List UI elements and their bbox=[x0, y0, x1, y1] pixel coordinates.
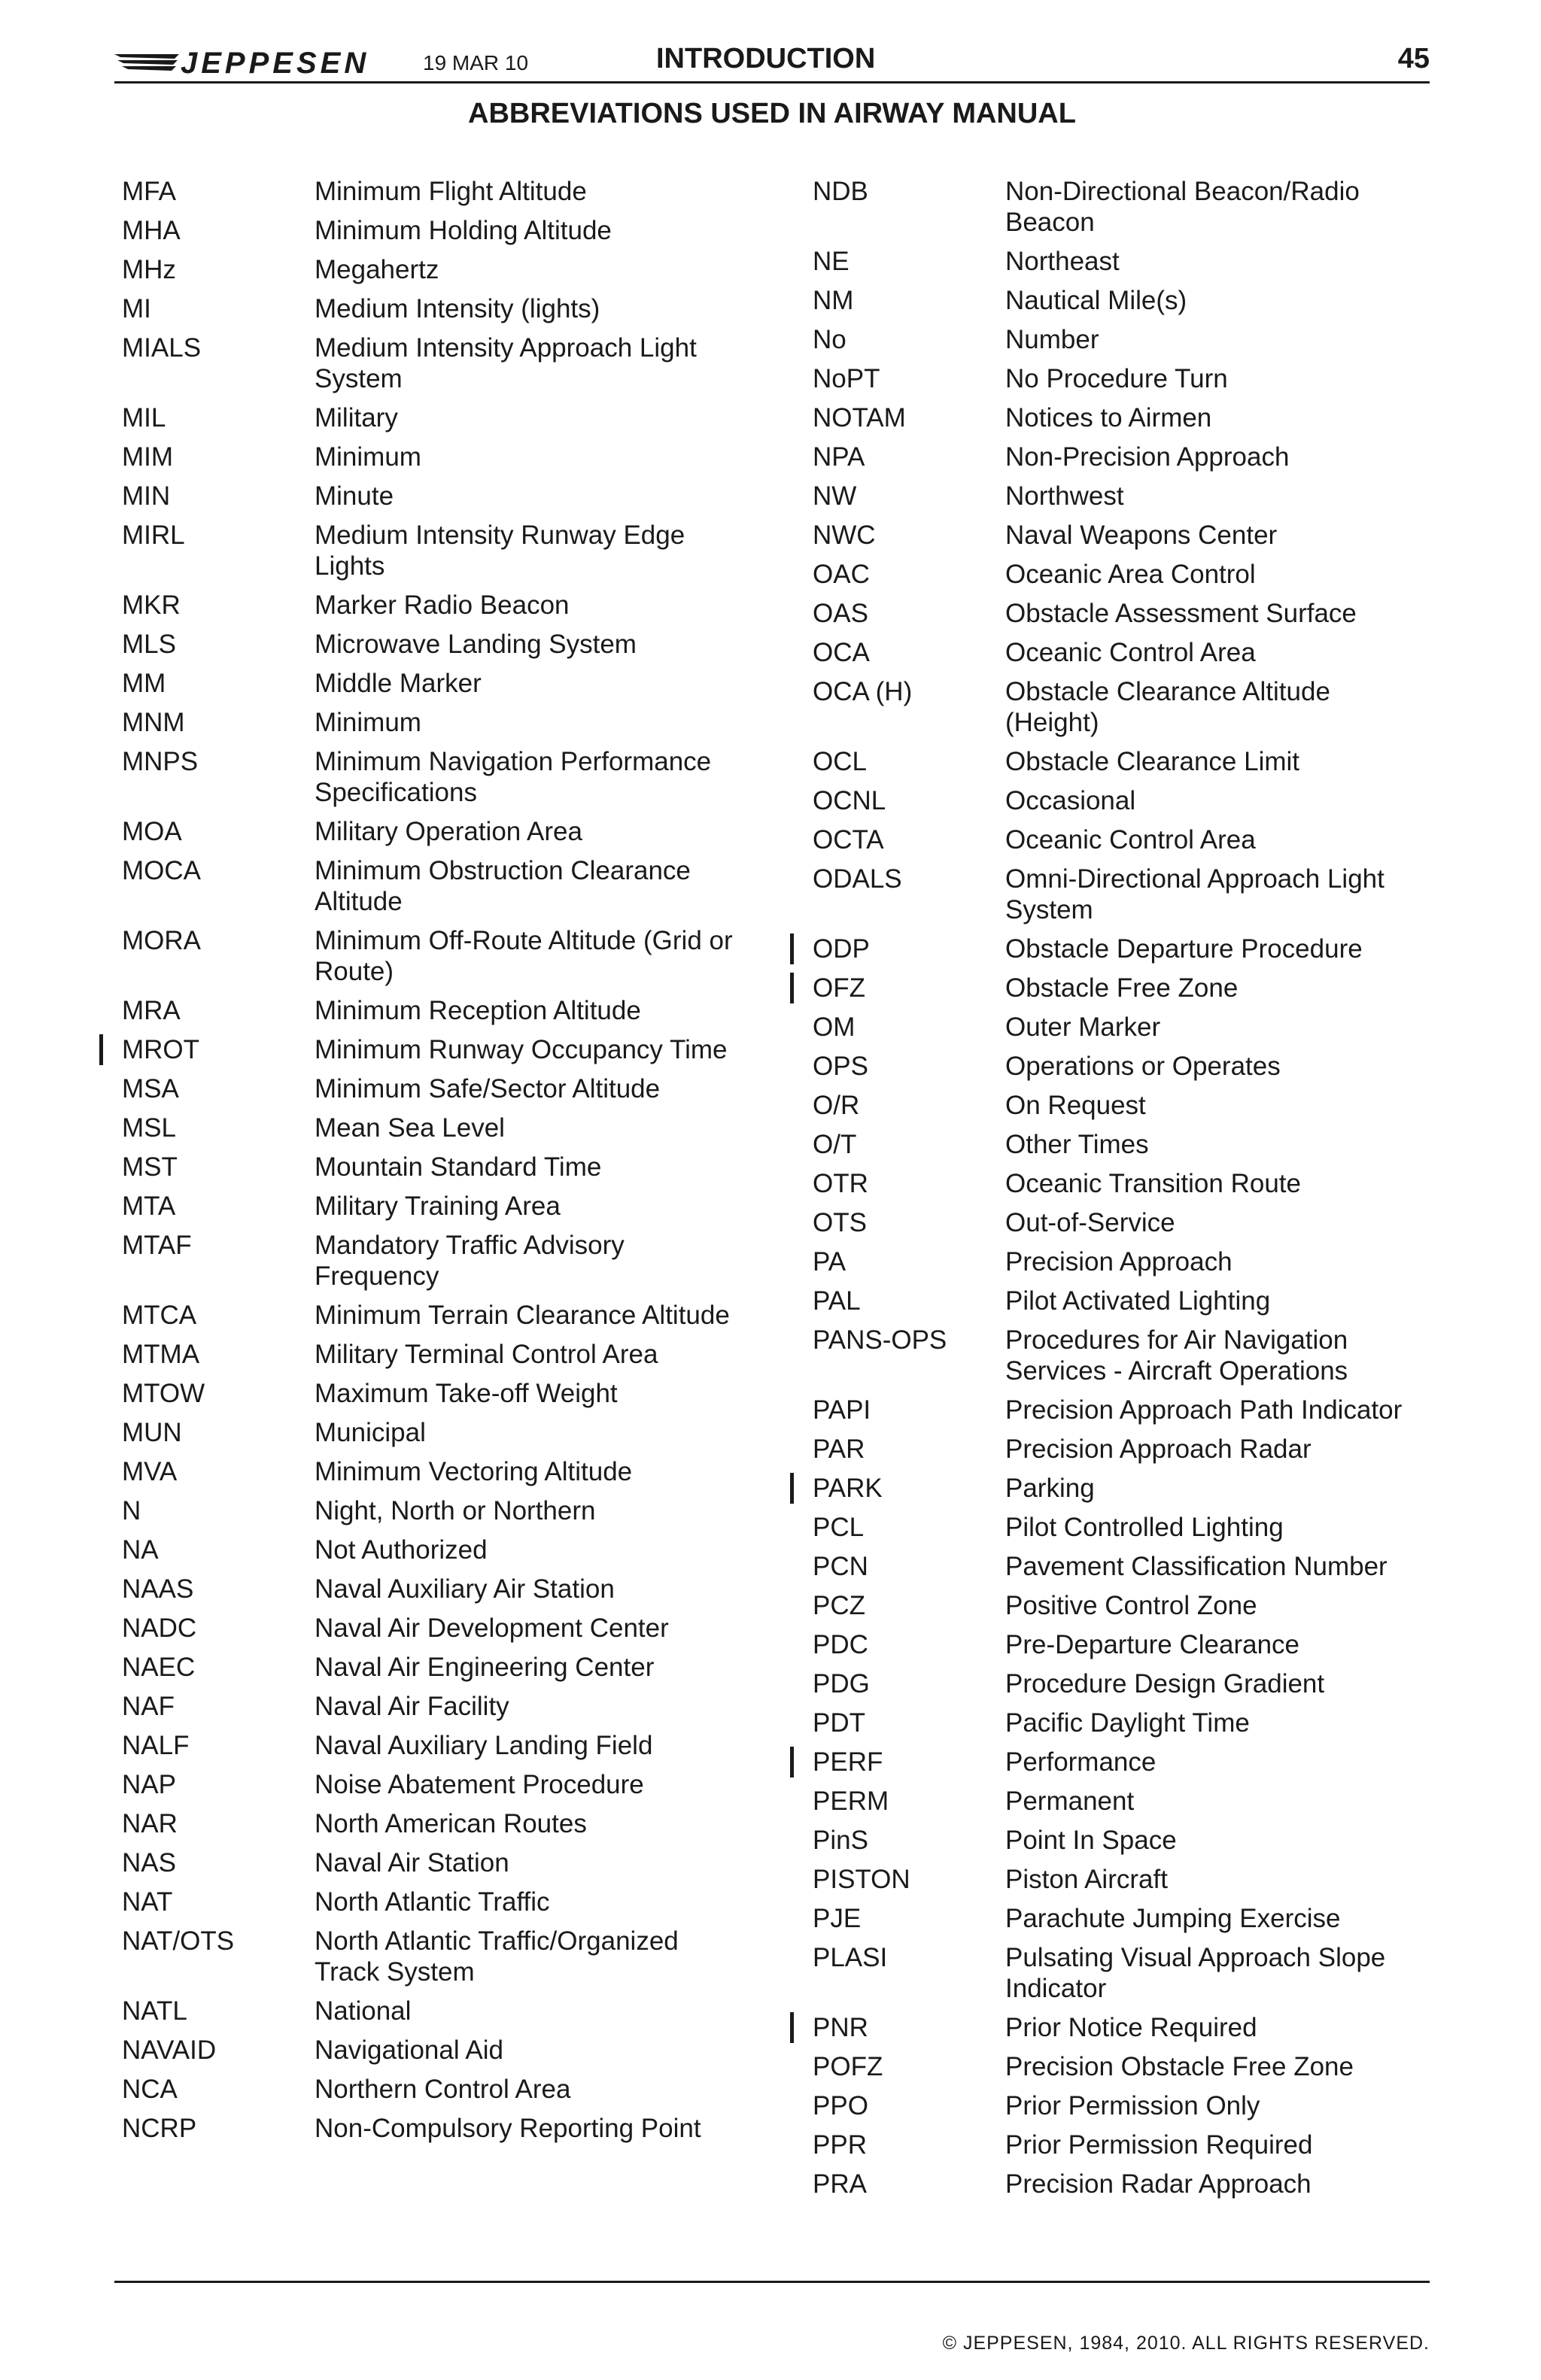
abbreviation-term: O/R bbox=[813, 1091, 860, 1120]
abbreviation-term: MLS bbox=[122, 630, 176, 659]
abbreviation-definition: Prior Permission Required bbox=[1005, 2130, 1313, 2160]
abbreviation-term: MIL bbox=[122, 403, 166, 433]
abbreviation-definition: Obstacle Clearance Limit bbox=[1005, 747, 1299, 776]
abbreviation-definition: Permanent bbox=[1005, 1787, 1135, 1816]
abbreviation-entry bbox=[813, 676, 1430, 738]
abbreviation-term: MI bbox=[122, 294, 151, 323]
abbreviation-term: PANS-OPS bbox=[813, 1325, 947, 1355]
abbreviation-entry bbox=[122, 1456, 746, 1487]
abbreviation-term: MORA bbox=[122, 926, 201, 955]
abbreviation-term: PAR bbox=[813, 1434, 865, 1464]
abbreviation-definition: No Procedure Turn bbox=[1005, 364, 1228, 393]
abbreviation-entry bbox=[122, 1417, 746, 1448]
abbreviation-entry bbox=[813, 824, 1430, 855]
abbreviation-term: NOTAM bbox=[813, 403, 906, 433]
abbreviation-term: OCA bbox=[813, 638, 870, 667]
abbreviation-definition: Minimum Flight Altitude bbox=[315, 177, 587, 206]
abbreviation-entry bbox=[122, 1152, 746, 1182]
abbreviation-definition: Middle Marker bbox=[315, 669, 482, 698]
abbreviation-definition: Non-Directional Beacon/Radio Beacon bbox=[1005, 177, 1360, 237]
abbreviation-definition: Northeast bbox=[1005, 247, 1120, 276]
abbreviation-definition: Obstacle Departure Procedure bbox=[1005, 934, 1363, 964]
abbreviation-definition: Outer Marker bbox=[1005, 1012, 1161, 1042]
abbreviation-entry bbox=[813, 1551, 1430, 1582]
abbreviation-entry bbox=[813, 2012, 1430, 2043]
abbreviation-definition: North Atlantic Traffic bbox=[315, 1887, 550, 1917]
abbreviation-entry bbox=[813, 1786, 1430, 1817]
abbreviation-entry bbox=[813, 559, 1430, 590]
abbreviation-term: PERM bbox=[813, 1787, 889, 1816]
abbreviation-definition: Medium Intensity Approach Light System bbox=[315, 333, 697, 393]
abbreviation-definition: Piston Aircraft bbox=[1005, 1865, 1168, 1894]
page-number: 45 bbox=[1397, 43, 1430, 74]
abbreviation-entry bbox=[813, 1903, 1430, 1934]
abbreviation-definition: Pavement Classification Number bbox=[1005, 1552, 1388, 1581]
abbreviation-entry bbox=[813, 1942, 1430, 2004]
abbreviation-entry bbox=[813, 864, 1430, 925]
abbreviation-entry bbox=[813, 1207, 1430, 1238]
abbreviation-entry bbox=[813, 637, 1430, 668]
abbreviation-term: O/T bbox=[813, 1130, 857, 1159]
abbreviation-definition: Marker Radio Beacon bbox=[315, 590, 570, 620]
abbreviation-entry bbox=[813, 1668, 1430, 1699]
abbreviation-definition: Noise Abatement Procedure bbox=[315, 1770, 644, 1799]
abbreviation-entry bbox=[122, 1691, 746, 1722]
abbreviation-definition: Minimum Vectoring Altitude bbox=[315, 1457, 633, 1486]
abbreviation-entry bbox=[813, 2090, 1430, 2121]
abbreviation-term: ODALS bbox=[813, 864, 902, 894]
abbreviation-entry bbox=[813, 246, 1430, 277]
abbreviation-term: NM bbox=[813, 286, 854, 315]
abbreviation-term: PDG bbox=[813, 1669, 870, 1698]
brand-name: JEPPESEN bbox=[181, 47, 370, 80]
abbreviation-definition: Military Operation Area bbox=[315, 817, 582, 846]
abbreviation-term: PLASI bbox=[813, 1943, 888, 1972]
abbreviation-entry bbox=[813, 1395, 1430, 1425]
change-bar bbox=[790, 2012, 794, 2043]
abbreviation-entry bbox=[122, 1652, 746, 1683]
abbreviation-entry bbox=[122, 2113, 746, 2144]
abbreviation-entry bbox=[122, 1339, 746, 1370]
abbreviation-definition: Minimum Holding Altitude bbox=[315, 216, 612, 245]
abbreviation-term: OCNL bbox=[813, 786, 886, 815]
abbreviation-entry bbox=[122, 1230, 746, 1292]
abbreviation-definition: Pilot Activated Lighting bbox=[1005, 1286, 1271, 1316]
abbreviation-term: OTR bbox=[813, 1169, 868, 1198]
abbreviation-entry bbox=[813, 481, 1430, 512]
abbreviation-term: MTMA bbox=[122, 1340, 200, 1369]
abbreviation-definition: Pilot Controlled Lighting bbox=[1005, 1513, 1284, 1542]
abbreviation-entry bbox=[122, 816, 746, 847]
abbreviation-term: MFA bbox=[122, 177, 176, 206]
abbreviation-term: MTOW bbox=[122, 1379, 205, 1408]
abbreviation-definition: Nautical Mile(s) bbox=[1005, 286, 1187, 315]
abbreviation-entry bbox=[813, 402, 1430, 433]
abbreviation-term: MIN bbox=[122, 481, 171, 511]
abbreviation-definition: Oceanic Control Area bbox=[1005, 638, 1256, 667]
abbreviation-definition: Oceanic Control Area bbox=[1005, 825, 1256, 855]
abbreviation-definition: Obstacle Assessment Surface bbox=[1005, 599, 1357, 628]
abbreviation-term: OCA (H) bbox=[813, 677, 913, 706]
abbreviation-term: MIALS bbox=[122, 333, 202, 363]
abbreviation-definition: Performance bbox=[1005, 1747, 1157, 1777]
abbreviation-entry bbox=[122, 855, 746, 917]
abbreviation-term: PAPI bbox=[813, 1395, 871, 1425]
abbreviation-definition: Medium Intensity Runway Edge Lights bbox=[315, 521, 685, 581]
abbreviation-entry bbox=[813, 1747, 1430, 1777]
abbreviation-definition: Prior Permission Only bbox=[1005, 2091, 1260, 2120]
abbreviation-entry bbox=[122, 1613, 746, 1644]
abbreviation-definition: Non-Compulsory Reporting Point bbox=[315, 2114, 701, 2143]
abbreviation-entry bbox=[813, 973, 1430, 1003]
abbreviation-definition: Procedure Design Gradient bbox=[1005, 1669, 1325, 1698]
abbreviation-definition: Maximum Take-off Weight bbox=[315, 1379, 618, 1408]
abbreviation-entry bbox=[122, 1378, 746, 1409]
abbreviation-entry bbox=[813, 1825, 1430, 1856]
abbreviation-term: PCL bbox=[813, 1513, 865, 1542]
change-bar bbox=[790, 973, 794, 1003]
abbreviation-term: NDB bbox=[813, 177, 868, 206]
abbreviation-term: NCA bbox=[122, 2075, 178, 2104]
abbreviation-definition: Medium Intensity (lights) bbox=[315, 294, 600, 323]
abbreviation-term: NE bbox=[813, 247, 850, 276]
abbreviation-entry bbox=[813, 1629, 1430, 1660]
abbreviation-term: POFZ bbox=[813, 2052, 883, 2081]
abbreviation-definition: Non-Precision Approach bbox=[1005, 442, 1290, 472]
abbreviation-term: NATL bbox=[122, 1996, 187, 2026]
abbreviation-definition: Minimum Terrain Clearance Altitude bbox=[315, 1301, 730, 1330]
abbreviation-term: MHA bbox=[122, 216, 181, 245]
abbreviation-entry bbox=[813, 1246, 1430, 1277]
abbreviation-definition: Mean Sea Level bbox=[315, 1113, 505, 1143]
abbreviation-entry bbox=[813, 363, 1430, 394]
abbreviation-entry bbox=[122, 1996, 746, 2026]
section-title: INTRODUCTION bbox=[656, 43, 876, 74]
abbreviation-entry bbox=[122, 1113, 746, 1143]
abbreviation-entry bbox=[813, 933, 1430, 964]
jeppesen-swoosh-icon bbox=[114, 50, 182, 75]
abbreviation-entry bbox=[813, 520, 1430, 551]
abbreviation-entry bbox=[813, 1090, 1430, 1121]
abbreviation-term: MNM bbox=[122, 708, 185, 737]
abbreviation-entry bbox=[122, 1808, 746, 1839]
abbreviation-entry bbox=[813, 785, 1430, 816]
abbreviation-definition: Positive Control Zone bbox=[1005, 1591, 1257, 1620]
abbreviation-entry bbox=[813, 1129, 1430, 1160]
abbreviation-entry bbox=[122, 1191, 746, 1222]
abbreviation-term: NAT bbox=[122, 1887, 173, 1917]
abbreviation-term: No bbox=[813, 325, 846, 354]
abbreviation-definition: Naval Air Engineering Center bbox=[315, 1653, 655, 1682]
abbreviation-definition: Naval Air Development Center bbox=[315, 1613, 669, 1643]
abbreviation-entry bbox=[122, 707, 746, 738]
change-bar bbox=[790, 933, 794, 964]
change-bar bbox=[790, 1473, 794, 1504]
abbreviation-term: NAP bbox=[122, 1770, 176, 1799]
abbreviation-definition: Minimum Obstruction Clearance Altitude bbox=[315, 856, 691, 916]
abbreviation-term: NAR bbox=[122, 1809, 178, 1838]
abbreviation-definition: Minimum Safe/Sector Altitude bbox=[315, 1074, 661, 1103]
abbreviation-definition: North Atlantic Traffic/Organized Track System bbox=[315, 1926, 679, 1987]
abbreviation-entry bbox=[122, 2074, 746, 2105]
abbreviation-definition: Minimum Navigation Performance Specifications bbox=[315, 747, 712, 807]
abbreviation-term: PPR bbox=[813, 2130, 867, 2160]
abbreviation-term: OCTA bbox=[813, 825, 884, 855]
abbreviation-definition: Parking bbox=[1005, 1474, 1095, 1503]
abbreviation-definition: Naval Auxiliary Landing Field bbox=[315, 1731, 653, 1760]
abbreviation-definition: Mountain Standard Time bbox=[315, 1152, 602, 1182]
abbreviation-term: MHz bbox=[122, 255, 176, 284]
abbreviation-term: PJE bbox=[813, 1904, 862, 1933]
abbreviation-term: MTAF bbox=[122, 1231, 192, 1260]
abbreviation-definition: Naval Air Facility bbox=[315, 1692, 509, 1721]
abbreviation-definition: Pacific Daylight Time bbox=[1005, 1708, 1250, 1738]
abbreviation-definition: Operations or Operates bbox=[1005, 1052, 1281, 1081]
abbreviation-term: MSL bbox=[122, 1113, 176, 1143]
copyright-notice: © JEPPESEN, 1984, 2010. ALL RIGHTS RESERVED. bbox=[942, 2333, 1430, 2354]
abbreviation-term: OPS bbox=[813, 1052, 868, 1081]
abbreviation-term: PDT bbox=[813, 1708, 865, 1738]
abbreviation-entry bbox=[122, 215, 746, 246]
abbreviation-definition: Minimum bbox=[315, 442, 421, 472]
change-bar bbox=[790, 1747, 794, 1777]
abbreviation-definition: Notices to Airmen bbox=[1005, 403, 1212, 433]
abbreviation-definition: Naval Auxiliary Air Station bbox=[315, 1574, 615, 1604]
abbreviation-definition: Minimum Off-Route Altitude (Grid or Route) bbox=[315, 926, 733, 986]
abbreviation-term: NPA bbox=[813, 442, 865, 472]
abbreviation-entry bbox=[813, 746, 1430, 777]
abbreviation-term: MTA bbox=[122, 1192, 176, 1221]
abbreviation-term: PNR bbox=[813, 2013, 868, 2042]
abbreviation-entry bbox=[122, 1535, 746, 1565]
abbreviation-definition: Microwave Landing System bbox=[315, 630, 637, 659]
abbreviation-entry bbox=[122, 402, 746, 433]
abbreviation-term: MIRL bbox=[122, 521, 185, 550]
abbreviation-entry bbox=[122, 1073, 746, 1104]
jeppesen-logo bbox=[114, 47, 393, 80]
abbreviation-term: NoPT bbox=[813, 364, 880, 393]
abbreviation-definition: Northern Control Area bbox=[315, 2075, 571, 2104]
abbreviation-definition: Obstacle Free Zone bbox=[1005, 973, 1239, 1003]
abbreviation-entry bbox=[813, 1512, 1430, 1543]
revision-date: 19 MAR 10 bbox=[423, 51, 529, 74]
abbreviation-term: OTS bbox=[813, 1208, 867, 1237]
abbreviation-entry bbox=[122, 629, 746, 660]
abbreviation-entry bbox=[122, 746, 746, 808]
abbreviation-entry bbox=[122, 925, 746, 987]
abbreviation-term: NW bbox=[813, 481, 857, 511]
abbreviation-definition: Municipal bbox=[315, 1418, 426, 1447]
abbreviation-term: PISTON bbox=[813, 1865, 910, 1894]
abbreviation-definition: Pulsating Visual Approach Slope Indicator bbox=[1005, 1943, 1386, 2003]
abbreviation-definition: Omni-Directional Approach Light System bbox=[1005, 864, 1384, 924]
abbreviation-definition: Oceanic Transition Route bbox=[1005, 1169, 1301, 1198]
abbreviation-term: MVA bbox=[122, 1457, 178, 1486]
abbreviation-entry bbox=[813, 324, 1430, 355]
abbreviation-definition: Minute bbox=[315, 481, 394, 511]
abbreviation-term: NWC bbox=[813, 521, 876, 550]
change-bar bbox=[99, 1034, 103, 1065]
abbreviation-entry bbox=[122, 1847, 746, 1878]
abbreviation-term: PDC bbox=[813, 1630, 868, 1659]
abbreviation-entry bbox=[813, 1864, 1430, 1895]
abbreviation-definition: North American Routes bbox=[315, 1809, 587, 1838]
abbreviation-term: MTCA bbox=[122, 1301, 197, 1330]
abbreviation-entry bbox=[122, 176, 746, 207]
abbreviation-definition: Not Authorized bbox=[315, 1535, 488, 1565]
abbreviation-entry bbox=[122, 254, 746, 285]
abbreviation-definition: Parachute Jumping Exercise bbox=[1005, 1904, 1341, 1933]
abbreviation-definition: Out-of-Service bbox=[1005, 1208, 1175, 1237]
footer-divider bbox=[114, 2281, 1430, 2283]
abbreviation-definition: Night, North or Northern bbox=[315, 1496, 596, 1525]
abbreviation-entry bbox=[813, 176, 1430, 238]
abbreviation-term: PERF bbox=[813, 1747, 883, 1777]
abbreviation-definition: Military Terminal Control Area bbox=[315, 1340, 658, 1369]
abbreviation-entry bbox=[122, 293, 746, 324]
abbreviation-term: NAEC bbox=[122, 1653, 196, 1682]
abbreviation-entry bbox=[122, 995, 746, 1026]
abbreviation-definition: Obstacle Clearance Altitude (Height) bbox=[1005, 677, 1330, 737]
header-divider bbox=[114, 81, 1430, 83]
abbreviation-entry bbox=[813, 1168, 1430, 1199]
abbreviation-entry bbox=[122, 332, 746, 394]
abbreviation-definition: Precision Approach Radar bbox=[1005, 1434, 1312, 1464]
abbreviation-entry bbox=[813, 1051, 1430, 1082]
abbreviation-definition: Pre-Departure Clearance bbox=[1005, 1630, 1300, 1659]
abbreviation-entry bbox=[813, 1708, 1430, 1738]
abbreviation-entry bbox=[813, 1012, 1430, 1043]
abbreviation-term: NA bbox=[122, 1535, 159, 1565]
abbreviation-term: NAVAID bbox=[122, 2035, 217, 2065]
abbreviation-entry bbox=[122, 1574, 746, 1604]
abbreviation-definition: National bbox=[315, 1996, 412, 2026]
abbreviation-term: NAS bbox=[122, 1848, 176, 1878]
abbreviation-entry bbox=[813, 2051, 1430, 2082]
abbreviation-term: MM bbox=[122, 669, 166, 698]
abbreviation-entry bbox=[122, 1495, 746, 1526]
abbreviation-entry bbox=[122, 1730, 746, 1761]
abbreviations-right-column bbox=[813, 176, 1430, 2208]
abbreviation-term: PinS bbox=[813, 1826, 868, 1855]
abbreviation-definition: Naval Weapons Center bbox=[1005, 521, 1278, 550]
abbreviation-term: NCRP bbox=[122, 2114, 197, 2143]
abbreviation-definition: On Request bbox=[1005, 1091, 1146, 1120]
abbreviation-entry bbox=[813, 1590, 1430, 1621]
abbreviation-definition: Minimum Reception Altitude bbox=[315, 996, 641, 1025]
abbreviation-term: MOA bbox=[122, 817, 182, 846]
abbreviations-left-column bbox=[122, 176, 746, 2152]
abbreviation-term: NAT/OTS bbox=[122, 1926, 235, 1956]
abbreviation-term: OCL bbox=[813, 747, 867, 776]
abbreviation-definition: Mandatory Traffic Advisory Frequency bbox=[315, 1231, 625, 1291]
abbreviation-definition: Prior Notice Required bbox=[1005, 2013, 1257, 2042]
abbreviation-term: MSA bbox=[122, 1074, 179, 1103]
abbreviation-term: MRA bbox=[122, 996, 181, 1025]
abbreviation-term: OM bbox=[813, 1012, 856, 1042]
abbreviation-definition: Precision Obstacle Free Zone bbox=[1005, 2052, 1354, 2081]
abbreviation-term: MOCA bbox=[122, 856, 201, 885]
abbreviation-entry bbox=[813, 598, 1430, 629]
abbreviation-entry bbox=[122, 1926, 746, 1987]
abbreviation-term: MNPS bbox=[122, 747, 199, 776]
abbreviation-term: N bbox=[122, 1496, 141, 1525]
abbreviation-definition: Naval Air Station bbox=[315, 1848, 509, 1878]
abbreviation-term: PRA bbox=[813, 2169, 867, 2199]
abbreviation-term: OFZ bbox=[813, 973, 865, 1003]
abbreviation-term: OAC bbox=[813, 560, 870, 589]
page-title: ABBREVIATIONS USED IN AIRWAY MANUAL bbox=[468, 98, 1076, 129]
abbreviation-entry bbox=[813, 1286, 1430, 1316]
abbreviation-entry bbox=[122, 1034, 746, 1065]
abbreviation-definition: Northwest bbox=[1005, 481, 1124, 511]
abbreviation-term: MKR bbox=[122, 590, 181, 620]
abbreviation-term: PA bbox=[813, 1247, 846, 1277]
abbreviation-term: NALF bbox=[122, 1731, 190, 1760]
abbreviation-entry bbox=[122, 1769, 746, 1800]
abbreviation-term: MST bbox=[122, 1152, 178, 1182]
abbreviation-entry bbox=[122, 668, 746, 699]
abbreviation-entry bbox=[813, 1434, 1430, 1465]
abbreviation-term: MROT bbox=[122, 1035, 200, 1064]
abbreviation-entry bbox=[122, 2035, 746, 2066]
abbreviation-term: OAS bbox=[813, 599, 868, 628]
abbreviation-definition: Other Times bbox=[1005, 1130, 1149, 1159]
abbreviation-definition: Oceanic Area Control bbox=[1005, 560, 1256, 589]
abbreviation-definition: Point In Space bbox=[1005, 1826, 1177, 1855]
abbreviation-term: MIM bbox=[122, 442, 174, 472]
abbreviation-entry bbox=[122, 520, 746, 581]
abbreviation-term: PARK bbox=[813, 1474, 883, 1503]
abbreviation-definition: Military bbox=[315, 403, 398, 433]
abbreviation-term: NADC bbox=[122, 1613, 197, 1643]
abbreviation-term: ODP bbox=[813, 934, 870, 964]
abbreviation-definition: Procedures for Air Navigation Services - Aircraft Operations bbox=[1005, 1325, 1348, 1386]
abbreviation-term: PCN bbox=[813, 1552, 868, 1581]
abbreviation-definition: Minimum bbox=[315, 708, 421, 737]
abbreviation-definition: Military Training Area bbox=[315, 1192, 561, 1221]
abbreviation-term: NAF bbox=[122, 1692, 175, 1721]
page-header bbox=[114, 39, 1430, 81]
abbreviation-term: PPO bbox=[813, 2091, 868, 2120]
abbreviation-entry bbox=[122, 1887, 746, 1917]
abbreviation-definition: Occasional bbox=[1005, 786, 1136, 815]
abbreviation-entry bbox=[813, 1473, 1430, 1504]
abbreviation-definition: Number bbox=[1005, 325, 1099, 354]
abbreviation-entry bbox=[813, 285, 1430, 316]
abbreviation-definition: Navigational Aid bbox=[315, 2035, 503, 2065]
abbreviation-entry bbox=[813, 2130, 1430, 2160]
abbreviation-entry bbox=[813, 1325, 1430, 1386]
abbreviation-entry bbox=[122, 442, 746, 472]
abbreviation-definition: Precision Approach Path Indicator bbox=[1005, 1395, 1403, 1425]
abbreviation-definition: Precision Radar Approach bbox=[1005, 2169, 1312, 2199]
abbreviation-entry bbox=[122, 481, 746, 512]
abbreviation-definition: Minimum Runway Occupancy Time bbox=[315, 1035, 728, 1064]
abbreviation-entry bbox=[813, 442, 1430, 472]
abbreviation-term: NAAS bbox=[122, 1574, 194, 1604]
abbreviation-definition: Megahertz bbox=[315, 255, 439, 284]
abbreviation-term: PAL bbox=[813, 1286, 861, 1316]
abbreviation-entry bbox=[813, 2169, 1430, 2199]
abbreviation-entry bbox=[122, 1300, 746, 1331]
abbreviation-entry bbox=[122, 590, 746, 621]
abbreviation-term: MUN bbox=[122, 1418, 182, 1447]
abbreviation-term: PCZ bbox=[813, 1591, 865, 1620]
abbreviation-definition: Precision Approach bbox=[1005, 1247, 1232, 1277]
